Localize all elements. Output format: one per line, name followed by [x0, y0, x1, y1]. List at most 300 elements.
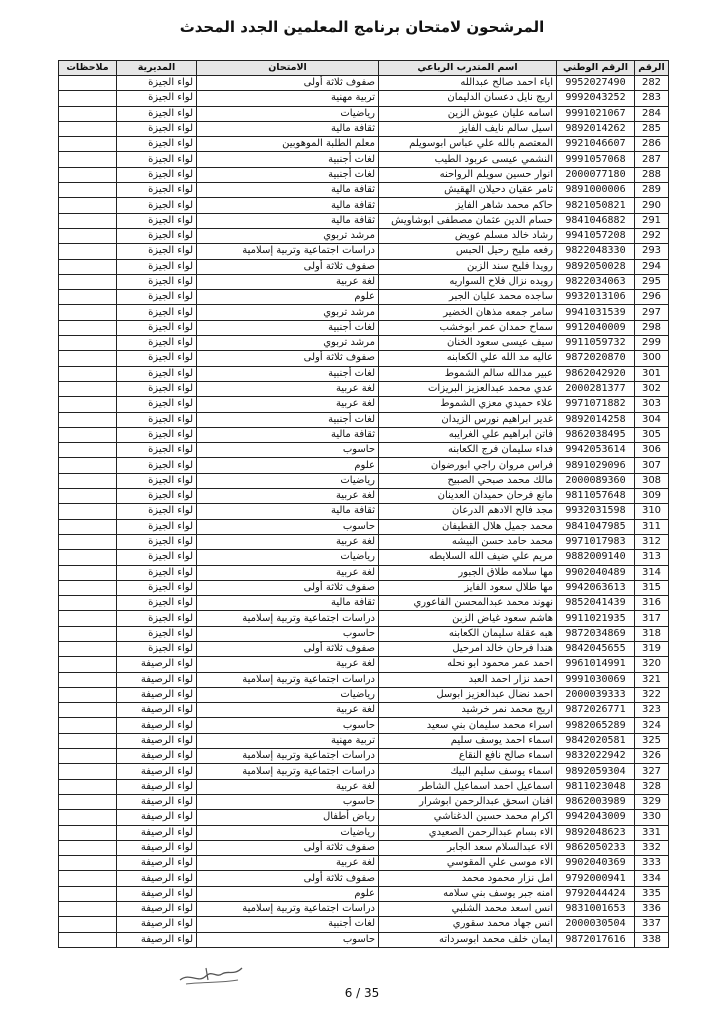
row-number: 305 — [635, 427, 669, 442]
trainee-name: غدير ابراهيم نورس الزيدان — [379, 412, 557, 427]
national-id: 9891000006 — [557, 183, 635, 198]
national-id: 9841046882 — [557, 213, 635, 228]
national-id: 9872020870 — [557, 351, 635, 366]
exam-subject: تربية مهنية — [197, 91, 379, 106]
national-id: 9991030069 — [557, 672, 635, 687]
trainee-name: مانع فرحان حميدان العدينان — [379, 489, 557, 504]
exam-subject: رياضيات — [197, 825, 379, 840]
table-row — [59, 106, 669, 121]
trainee-name: علاء حميدي معزي الشموط — [379, 397, 557, 412]
row-number: 284 — [635, 106, 669, 121]
row-number: 328 — [635, 779, 669, 794]
trainee-name: هندا فرحان خالد امرحيل — [379, 641, 557, 656]
table-row — [59, 886, 669, 901]
notes — [59, 397, 117, 412]
exam-subject: حاسوب — [197, 718, 379, 733]
table-row — [59, 641, 669, 656]
table-row — [59, 596, 669, 611]
national-id: 9941057208 — [557, 228, 635, 243]
national-id: 9942053614 — [557, 443, 635, 458]
row-number: 333 — [635, 856, 669, 871]
table-row — [59, 626, 669, 641]
notes — [59, 167, 117, 182]
row-number: 288 — [635, 167, 669, 182]
table-row — [59, 473, 669, 488]
table-row — [59, 764, 669, 779]
exam-subject: ثقافة مالية — [197, 183, 379, 198]
notes — [59, 794, 117, 809]
national-id: 2000281377 — [557, 381, 635, 396]
notes — [59, 718, 117, 733]
trainee-name: اسامه عليان عيوش الزين — [379, 106, 557, 121]
national-id: 9911059732 — [557, 336, 635, 351]
exam-subject: ثقافة مالية — [197, 121, 379, 136]
exam-subject: دراسات اجتماعية وتربية إسلامية — [197, 764, 379, 779]
notes — [59, 305, 117, 320]
notes — [59, 565, 117, 580]
directorate: لواء الرصيفة — [117, 764, 197, 779]
candidates-table — [58, 60, 669, 948]
notes — [59, 596, 117, 611]
trainee-name: مريم علي ضيف الله السلايطه — [379, 550, 557, 565]
notes — [59, 427, 117, 442]
trainee-name: المعتصم بالله علي عباس ابوسويلم — [379, 137, 557, 152]
notes — [59, 917, 117, 932]
exam-subject: لغة عربية — [197, 779, 379, 794]
row-number: 299 — [635, 336, 669, 351]
trainee-name: حسام الدين عثمان مصطفى ابوشاويش — [379, 213, 557, 228]
trainee-name: هبه عقلة سليمان الكعابنه — [379, 626, 557, 641]
table-row — [59, 305, 669, 320]
notes — [59, 703, 117, 718]
table-row — [59, 718, 669, 733]
table-row — [59, 320, 669, 335]
notes — [59, 641, 117, 656]
table-row — [59, 366, 669, 381]
directorate: لواء الجيزة — [117, 91, 197, 106]
trainee-name: امنه جبر يوسف بني سلامه — [379, 886, 557, 901]
table-row — [59, 810, 669, 825]
directorate: لواء الرصيفة — [117, 794, 197, 809]
trainee-name: ساجده محمد عليان الجبر — [379, 290, 557, 305]
national-id: 9892048623 — [557, 825, 635, 840]
row-number: 289 — [635, 183, 669, 198]
row-number: 319 — [635, 641, 669, 656]
directorate: لواء الرصيفة — [117, 856, 197, 871]
notes — [59, 76, 117, 91]
trainee-name: احمد عمر محمود ابو نحله — [379, 657, 557, 672]
table-row — [59, 213, 669, 228]
trainee-name: فراس مروان راجي ابورضوان — [379, 458, 557, 473]
row-number: 308 — [635, 473, 669, 488]
exam-subject: لغات أجنبية — [197, 917, 379, 932]
trainee-name: اريج نايل دعسان الدليمان — [379, 91, 557, 106]
trainee-name: عاليه مد الله علي الكعابنه — [379, 351, 557, 366]
national-id: 9921046607 — [557, 137, 635, 152]
directorate: لواء الرصيفة — [117, 886, 197, 901]
national-id: 9892050028 — [557, 259, 635, 274]
national-id: 9912040009 — [557, 320, 635, 335]
directorate: لواء الجيزة — [117, 489, 197, 504]
directorate: لواء الجيزة — [117, 412, 197, 427]
row-number: 318 — [635, 626, 669, 641]
notes — [59, 749, 117, 764]
table-row — [59, 198, 669, 213]
trainee-name: امل نزار محمود محمد — [379, 871, 557, 886]
exam-subject: ثقافة مالية — [197, 213, 379, 228]
row-number: 338 — [635, 932, 669, 947]
trainee-name: سماح حمدان عمر ابوخشب — [379, 320, 557, 335]
directorate: لواء الجيزة — [117, 198, 197, 213]
row-number: 304 — [635, 412, 669, 427]
directorate: لواء الرصيفة — [117, 902, 197, 917]
national-id: 9911021935 — [557, 611, 635, 626]
exam-subject: صفوف ثلاثة أولى — [197, 871, 379, 886]
national-id: 9932013106 — [557, 290, 635, 305]
national-id: 9892014262 — [557, 121, 635, 136]
row-number: 283 — [635, 91, 669, 106]
directorate: لواء الرصيفة — [117, 687, 197, 702]
exam-subject: حاسوب — [197, 443, 379, 458]
row-number: 317 — [635, 611, 669, 626]
table-row — [59, 290, 669, 305]
exam-subject: ثقافة مالية — [197, 427, 379, 442]
notes — [59, 121, 117, 136]
header-number: الرقم — [635, 61, 669, 76]
trainee-name: رفعه مليح رحيل الحبس — [379, 244, 557, 259]
trainee-name: هاشم سعود غياض الزبن — [379, 611, 557, 626]
table-row — [59, 871, 669, 886]
table-row — [59, 412, 669, 427]
exam-subject: علوم — [197, 458, 379, 473]
notes — [59, 213, 117, 228]
exam-subject: صفوف ثلاثة أولى — [197, 641, 379, 656]
trainee-name: الاء بسام عبدالرحمن الصعيدي — [379, 825, 557, 840]
directorate: لواء الجيزة — [117, 336, 197, 351]
notes — [59, 550, 117, 565]
national-id: 9821050821 — [557, 198, 635, 213]
national-id: 9792044424 — [557, 886, 635, 901]
table-row — [59, 565, 669, 580]
directorate: لواء الجيزة — [117, 213, 197, 228]
table-row — [59, 550, 669, 565]
row-number: 322 — [635, 687, 669, 702]
directorate: لواء الجيزة — [117, 580, 197, 595]
directorate: لواء الرصيفة — [117, 733, 197, 748]
national-id: 9852041439 — [557, 596, 635, 611]
table-row — [59, 443, 669, 458]
header-trainee-name: اسم المتدرب الرباعي — [379, 61, 557, 76]
directorate: لواء الرصيفة — [117, 779, 197, 794]
page-title: المرشحون لامتحان برنامج المعلمين الجدد المحدث — [179, 18, 545, 36]
trainee-name: عدي محمد عبدالعزيز البريزات — [379, 381, 557, 396]
table-body — [59, 76, 669, 948]
row-number: 306 — [635, 443, 669, 458]
table-row — [59, 504, 669, 519]
exam-subject: لغة عربية — [197, 381, 379, 396]
national-id: 9882009140 — [557, 550, 635, 565]
row-number: 285 — [635, 121, 669, 136]
national-id: 9971071882 — [557, 397, 635, 412]
row-number: 335 — [635, 886, 669, 901]
row-number: 292 — [635, 228, 669, 243]
table-row — [59, 825, 669, 840]
table-row — [59, 167, 669, 182]
row-number: 337 — [635, 917, 669, 932]
directorate: لواء الرصيفة — [117, 825, 197, 840]
table-row — [59, 152, 669, 167]
row-number: 320 — [635, 657, 669, 672]
table-row — [59, 397, 669, 412]
notes — [59, 183, 117, 198]
directorate: لواء الجيزة — [117, 381, 197, 396]
directorate: لواء الجيزة — [117, 351, 197, 366]
exam-subject: صفوف ثلاثة أولى — [197, 76, 379, 91]
row-number: 329 — [635, 794, 669, 809]
notes — [59, 657, 117, 672]
trainee-name: انوار حسين سويلم الرواحنه — [379, 167, 557, 182]
directorate: لواء الرصيفة — [117, 840, 197, 855]
exam-subject: رياضيات — [197, 473, 379, 488]
notes — [59, 519, 117, 534]
notes — [59, 137, 117, 152]
notes — [59, 91, 117, 106]
trainee-name: انس اسعد محمد الشلبي — [379, 902, 557, 917]
exam-subject: مرشد تربوي — [197, 336, 379, 351]
trainee-name: محمد جميل هلال القطيفان — [379, 519, 557, 534]
directorate: لواء الجيزة — [117, 259, 197, 274]
exam-subject: مرشد تربوي — [197, 228, 379, 243]
row-number: 300 — [635, 351, 669, 366]
header-directorate: المديرية — [117, 61, 197, 76]
national-id: 9811057648 — [557, 489, 635, 504]
table-row — [59, 932, 669, 947]
notes — [59, 626, 117, 641]
table-row — [59, 534, 669, 549]
notes — [59, 672, 117, 687]
table-row — [59, 121, 669, 136]
exam-subject: لغة عربية — [197, 274, 379, 289]
trainee-name: اسماء احمد يوسف سليم — [379, 733, 557, 748]
directorate: لواء الجيزة — [117, 519, 197, 534]
row-number: 332 — [635, 840, 669, 855]
exam-subject: لغات أجنبية — [197, 167, 379, 182]
notes — [59, 198, 117, 213]
directorate: لواء الجيزة — [117, 290, 197, 305]
notes — [59, 443, 117, 458]
national-id: 9942063613 — [557, 580, 635, 595]
row-number: 316 — [635, 596, 669, 611]
table-row — [59, 259, 669, 274]
national-id: 9961014991 — [557, 657, 635, 672]
directorate: لواء الجيزة — [117, 228, 197, 243]
trainee-name: اسماء صالح نافع النقاع — [379, 749, 557, 764]
national-id: 9872034869 — [557, 626, 635, 641]
directorate: لواء الجيزة — [117, 534, 197, 549]
table-row — [59, 779, 669, 794]
national-id: 9872017616 — [557, 932, 635, 947]
exam-subject: لغة عربية — [197, 657, 379, 672]
notes — [59, 336, 117, 351]
table-row — [59, 91, 669, 106]
exam-subject: رياضيات — [197, 106, 379, 121]
exam-subject: دراسات اجتماعية وتربية إسلامية — [197, 244, 379, 259]
row-number: 293 — [635, 244, 669, 259]
notes — [59, 733, 117, 748]
national-id: 9892014258 — [557, 412, 635, 427]
row-number: 307 — [635, 458, 669, 473]
exam-subject: لغات أجنبية — [197, 412, 379, 427]
exam-subject: لغة عربية — [197, 397, 379, 412]
table-row — [59, 183, 669, 198]
directorate: لواء الجيزة — [117, 274, 197, 289]
trainee-name: مها سلامه طلاق الجبور — [379, 565, 557, 580]
table-row — [59, 749, 669, 764]
table-row — [59, 733, 669, 748]
national-id: 9822048330 — [557, 244, 635, 259]
notes — [59, 244, 117, 259]
national-id: 9902040369 — [557, 856, 635, 871]
row-number: 291 — [635, 213, 669, 228]
exam-subject: لغة عربية — [197, 856, 379, 871]
notes — [59, 764, 117, 779]
national-id: 9991021067 — [557, 106, 635, 121]
trainee-name: افنان اسحق عبدالرحمن ابوشرار — [379, 794, 557, 809]
exam-subject: رياضيات — [197, 687, 379, 702]
table-row — [59, 489, 669, 504]
national-id: 9862042920 — [557, 366, 635, 381]
notes — [59, 412, 117, 427]
exam-subject: صفوف ثلاثة أولى — [197, 259, 379, 274]
table-row — [59, 902, 669, 917]
row-number: 290 — [635, 198, 669, 213]
directorate: لواء الجيزة — [117, 458, 197, 473]
exam-subject: صفوف ثلاثة أولى — [197, 351, 379, 366]
directorate: لواء الجيزة — [117, 320, 197, 335]
national-id: 9942043009 — [557, 810, 635, 825]
row-number: 334 — [635, 871, 669, 886]
trainee-name: الاء عبدالسلام سعد الجابر — [379, 840, 557, 855]
directorate: لواء الجيزة — [117, 626, 197, 641]
national-id: 9822034063 — [557, 274, 635, 289]
directorate: لواء الجيزة — [117, 596, 197, 611]
directorate: لواء الجيزة — [117, 106, 197, 121]
exam-subject: رياض أطفال — [197, 810, 379, 825]
directorate: لواء الرصيفة — [117, 703, 197, 718]
national-id: 9862038495 — [557, 427, 635, 442]
notes — [59, 810, 117, 825]
exam-subject: دراسات اجتماعية وتربية إسلامية — [197, 902, 379, 917]
notes — [59, 106, 117, 121]
directorate: لواء الرصيفة — [117, 871, 197, 886]
national-id: 9832022942 — [557, 749, 635, 764]
table-row — [59, 336, 669, 351]
trainee-name: احمد نضال عبدالعزيز ابوسل — [379, 687, 557, 702]
trainee-name: سامر جمعه مذهان الخضير — [379, 305, 557, 320]
national-id: 9941031539 — [557, 305, 635, 320]
national-id: 9892059304 — [557, 764, 635, 779]
trainee-name: مجد فالح الادهم الدرعان — [379, 504, 557, 519]
trainee-name: الاء موسى علي المقوسي — [379, 856, 557, 871]
trainee-name: اياء احمد صالح عبدالله — [379, 76, 557, 91]
directorate: لواء الرصيفة — [117, 672, 197, 687]
national-id: 9792000941 — [557, 871, 635, 886]
trainee-name: اسراء محمد سليمان بني سعيد — [379, 718, 557, 733]
table-row — [59, 137, 669, 152]
directorate: لواء الرصيفة — [117, 749, 197, 764]
table-row — [59, 228, 669, 243]
notes — [59, 152, 117, 167]
row-number: 323 — [635, 703, 669, 718]
trainee-name: فداء سليمان فرج الكعابنه — [379, 443, 557, 458]
exam-subject: حاسوب — [197, 519, 379, 534]
row-number: 297 — [635, 305, 669, 320]
trainee-name: فاتن ابراهيم علي الغرايبه — [379, 427, 557, 442]
trainee-name: رويده نزال فلاح السواريه — [379, 274, 557, 289]
trainee-name: النشمي عيسى عربود الطيب — [379, 152, 557, 167]
row-number: 309 — [635, 489, 669, 504]
exam-subject: معلم الطلبة الموهوبين — [197, 137, 379, 152]
row-number: 311 — [635, 519, 669, 534]
national-id: 9842045655 — [557, 641, 635, 656]
directorate: لواء الجيزة — [117, 183, 197, 198]
directorate: لواء الرصيفة — [117, 932, 197, 947]
notes — [59, 611, 117, 626]
directorate: لواء الجيزة — [117, 565, 197, 580]
exam-subject: ثقافة مالية — [197, 198, 379, 213]
national-id: 2000089360 — [557, 473, 635, 488]
table-row — [59, 458, 669, 473]
trainee-name: رشاد خالد مسلم عويض — [379, 228, 557, 243]
trainee-name: حاكم محمد شاهر الفايز — [379, 198, 557, 213]
notes — [59, 259, 117, 274]
notes — [59, 825, 117, 840]
table-row — [59, 76, 669, 91]
notes — [59, 351, 117, 366]
row-number: 282 — [635, 76, 669, 91]
table-row — [59, 274, 669, 289]
table-row — [59, 672, 669, 687]
exam-subject: ثقافة مالية — [197, 504, 379, 519]
exam-subject: لغة عربية — [197, 565, 379, 580]
national-id: 9932031598 — [557, 504, 635, 519]
table-row — [59, 427, 669, 442]
row-number: 314 — [635, 565, 669, 580]
directorate: لواء الجيزة — [117, 167, 197, 182]
national-id: 9891029096 — [557, 458, 635, 473]
notes — [59, 534, 117, 549]
directorate: لواء الجيزة — [117, 611, 197, 626]
trainee-name: مالك محمد صبحي الصبيح — [379, 473, 557, 488]
row-number: 312 — [635, 534, 669, 549]
notes — [59, 687, 117, 702]
trainee-name: سيف عيسى سعود الخنان — [379, 336, 557, 351]
table-row — [59, 519, 669, 534]
national-id: 9971017983 — [557, 534, 635, 549]
directorate: لواء الرصيفة — [117, 718, 197, 733]
table-row — [59, 794, 669, 809]
exam-subject: علوم — [197, 290, 379, 305]
national-id: 2000077180 — [557, 167, 635, 182]
national-id: 9811023048 — [557, 779, 635, 794]
national-id: 9831001653 — [557, 902, 635, 917]
row-number: 301 — [635, 366, 669, 381]
table-row — [59, 244, 669, 259]
notes — [59, 274, 117, 289]
table-row — [59, 611, 669, 626]
trainee-name: اسماعيل احمد اسماعيل الشاطر — [379, 779, 557, 794]
notes — [59, 228, 117, 243]
